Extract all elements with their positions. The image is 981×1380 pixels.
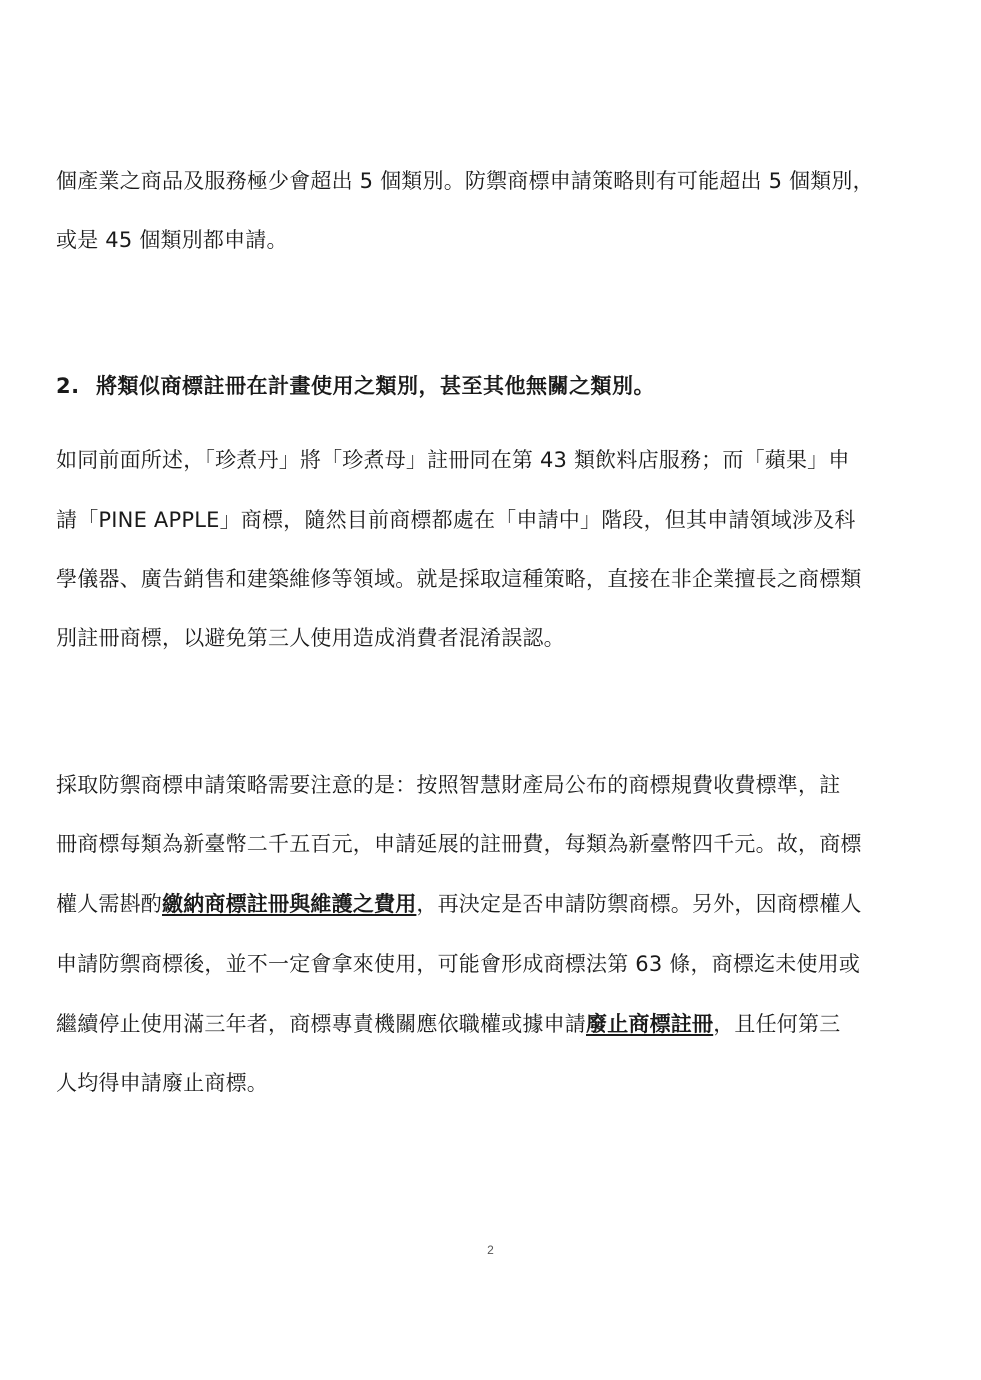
page-number: 2 xyxy=(487,1243,494,1257)
paragraph-line: 採取防禦商標申請策略需要注意的是：按照智慧財產局公布的商標規費收費標準，註 xyxy=(56,773,841,797)
paragraph-line xyxy=(56,1009,928,1039)
section-heading xyxy=(56,371,928,401)
paragraph-line: 冊商標每類為新臺幣二千五百元，申請延展的註冊費，每類為新臺幣四千元。故，商標 xyxy=(56,832,862,856)
text-run: ，再決定是否申請防禦商標。另外，因商標權人 xyxy=(416,892,862,916)
paragraph-line: 人均得申請廢止商標。 xyxy=(56,1071,268,1095)
paragraph-line: 申請防禦商標後，並不一定會拿來使用，可能會形成商標法第 63 條，商標迄未使用或 xyxy=(56,952,861,976)
text-run: ，且任何第三 xyxy=(713,1012,841,1036)
paragraph-line: 如同前面所述，「珍煮丹」將「珍煮母」註冊同在第 43 類飲料店服務；而「蘋果」申 xyxy=(56,448,850,472)
paragraph-line xyxy=(56,889,928,919)
paragraph-line: 或是 45 個類別都申請。 xyxy=(56,228,288,252)
paragraph-line: 個產業之商品及服務極少會超出 5 個類別。防禦商標申請策略則有可能超出 5 個類別， xyxy=(56,169,874,193)
fee-link[interactable]: 繳納商標註冊與維護之費用 xyxy=(162,892,417,916)
text-run: 權人需斟酌 xyxy=(56,892,162,916)
section-title: 將類似商標註冊在計畫使用之類別，甚至其他無關之類別。 xyxy=(96,374,655,398)
text-run: 繼續停止使用滿三年者，商標專責機關應依職權或據申請 xyxy=(56,1012,586,1036)
paragraph-line: 學儀器、廣告銷售和建築維修等領域。就是採取這種策略，直接在非企業擅長之商標類 xyxy=(56,567,862,591)
paragraph-line: 別註冊商標，以避免第三人使用造成消費者混淆誤認。 xyxy=(56,626,565,650)
revocation-link[interactable]: 廢止商標註冊 xyxy=(586,1012,714,1036)
section-number: 2. xyxy=(56,374,80,398)
paragraph-line: 請「PINE APPLE」商標，隨然目前商標都處在「申請中」階段，但其申請領域涉及科 xyxy=(56,508,856,532)
